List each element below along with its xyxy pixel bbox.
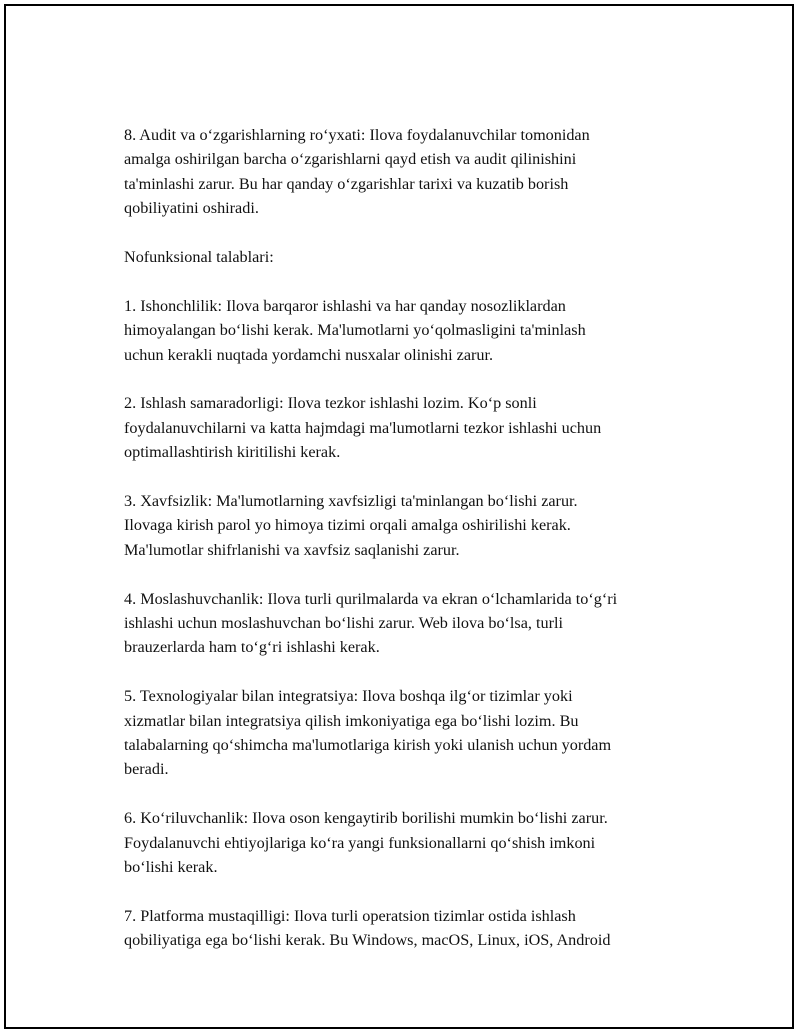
text-line: ishlashi uchun moslashuvchan bo‘lishi zarur. Web ilova bo‘lsa, turli xyxy=(124,614,563,633)
text-line: 6. Ko‘riluvchanlik: Ilova oson kengaytirib borilishi mumkin bo‘lishi zarur. xyxy=(124,809,608,828)
text-line: optimallashtirish kiritilishi kerak. xyxy=(124,443,341,462)
text-line: Nofunksional talablari: xyxy=(124,248,274,267)
text-line: Ma'lumotlar shifrlanishi va xavfsiz saqlanishi zarur. xyxy=(124,540,460,559)
text-line: 7. Platforma mustaqilligi: Ilova turli operatsion tizimlar ostida ishlash xyxy=(124,906,576,925)
text-line: talabalarning qo‘shimcha ma'lumotlariga kirish yoki ulanish uchun yordam xyxy=(124,736,612,755)
text-line: xizmatlar bilan integratsiya qilish imkoniyatiga ega bo‘lishi lozim. Bu xyxy=(124,711,579,730)
text-line: uchun kerakli nuqtada yordamchi nusxalar olinishi zarur. xyxy=(124,345,494,364)
text-line: beradi. xyxy=(124,760,169,779)
text-line: 8. Audit va o‘zgarishlarning ro‘yxati: Ilova foydalanuvchilar tomonidan xyxy=(124,126,590,144)
text-line: 5. Texnologiyalar bilan integratsiya: Ilova boshqa ilg‘or tizimlar yoki xyxy=(124,687,573,706)
text-line: 1. Ishonchlilik: Ilova barqaror ishlashi va har qanday nosozliklardan xyxy=(124,296,566,315)
paragraph-platform xyxy=(124,904,724,953)
paragraph-reliability xyxy=(124,294,724,367)
text-line: 4. Moslashuvchanlik: Ilova turli qurilmalarda va ekran o‘lchamlarida to‘g‘ri xyxy=(124,589,618,608)
text-line: bo‘lishi kerak. xyxy=(124,858,218,877)
document-page xyxy=(4,4,794,1029)
text-line: himoyalangan bo‘lishi kerak. Ma'lumotlarni yo‘qolmasligini ta'minlash xyxy=(124,321,586,340)
text-line: ta'minlashi zarur. Bu har qanday o‘zgarishlar tarixi va kuzatib borish xyxy=(124,174,569,193)
paragraph-performance xyxy=(124,391,724,464)
paragraph-audit xyxy=(124,123,724,221)
text-line: 2. Ishlash samaradorligi: Ilova tezkor ishlashi lozim. Ko‘p sonli xyxy=(124,394,537,413)
text-line: Ilovaga kirish parol yo himoya tizimi orqali amalga oshirilishi kerak. xyxy=(124,516,571,535)
text-line: Foydalanuvchi ehtiyojlariga ko‘ra yangi funksionallarni qo‘shish imkoni xyxy=(124,833,596,852)
paragraph-adaptability xyxy=(124,587,724,660)
text-line: qobiliyatiga ega bo‘lishi kerak. Bu Windows, macOS, Linux, iOS, Android xyxy=(124,931,611,950)
paragraph-extensibility xyxy=(124,806,724,879)
text-line: foydalanuvchilarni va katta hajmdagi ma'lumotlarni tezkor ishlashi uchun xyxy=(124,418,602,437)
text-line: amalga oshirilgan barcha o‘zgarishlarni qayd etish va audit qilinishini xyxy=(124,150,577,169)
document-body xyxy=(124,123,724,977)
text-line: brauzerlarda ham to‘g‘ri ishlashi kerak. xyxy=(124,638,380,657)
paragraph-integration xyxy=(124,684,724,782)
section-heading xyxy=(124,245,724,269)
text-line: qobiliyatini oshiradi. xyxy=(124,199,259,218)
paragraph-security xyxy=(124,489,724,562)
text-line: 3. Xavfsizlik: Ma'lumotlarning xavfsizligi ta'minlangan bo‘lishi zarur. xyxy=(124,492,578,511)
